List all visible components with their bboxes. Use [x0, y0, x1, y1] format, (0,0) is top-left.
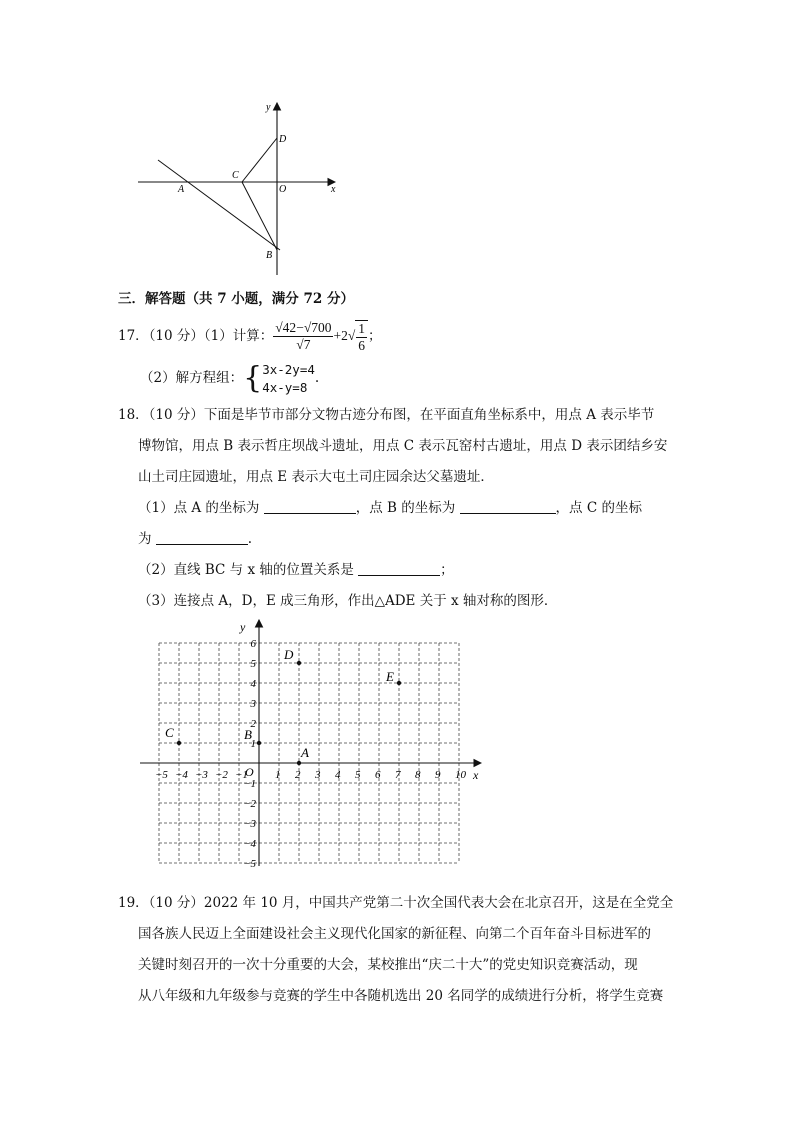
q18-line3: 山土司庄园遗址，用点 E 表示大屯土司庄园余达父墓遗址． — [138, 469, 494, 485]
y-tick-label: −3 — [243, 818, 256, 830]
q17-frac-num: 1 — [358, 320, 366, 336]
q18-part1 — [138, 498, 642, 518]
coordinate-grid — [135, 618, 490, 873]
x-tick-label: 2 — [295, 769, 301, 781]
point-label-b: B — [244, 727, 252, 742]
q19-line1: 19．（10 分）2022 年 10 月，中国共产党第二十次全国代表大会在北京召开，这是在全党全 — [118, 895, 674, 911]
answer-blank-bc[interactable] — [358, 561, 440, 576]
x-tick-label: 7 — [395, 769, 401, 781]
q17-part1-label: （1）计算： — [203, 328, 274, 344]
q18-line2: 博物馆，用点 B 表示哲庄坝战斗遗址，用点 C 表示瓦窑村古遗址，用点 D 表示团结乡安 — [138, 438, 668, 454]
y-tick-label: 2 — [250, 718, 256, 730]
point-e — [397, 681, 401, 685]
y-tick-label: −2 — [243, 798, 256, 810]
q18-p1-d: 为 — [138, 531, 152, 547]
x-tick-label: −5 — [155, 769, 168, 781]
y-tick-label: −1 — [243, 778, 256, 790]
label-o: O — [279, 184, 287, 195]
q19-line3: 关键时刻召开的一次十分重要的大会，某校推出“庆二十大”的党史知识竞赛活动，现 — [138, 957, 638, 973]
grid-y-label: y — [240, 620, 246, 634]
x-tick-label: −1 — [235, 769, 248, 781]
grid-origin: O — [245, 765, 254, 779]
x-tick-label: 3 — [315, 769, 321, 781]
point-label-d: D — [284, 647, 294, 662]
point-c — [177, 741, 181, 745]
label-a: A — [178, 184, 185, 195]
q17-sqrt-sign: √ — [347, 328, 356, 343]
y-tick-label: 6 — [250, 638, 256, 650]
y-tick-label: 1 — [250, 738, 256, 750]
q18-line1: 18．（10 分）下面是毕节市部分文物古迹分布图，在平面直角坐标系中，用点 A 表示毕节 — [118, 407, 655, 423]
x-tick-label: 8 — [415, 769, 421, 781]
answer-blank-a[interactable] — [264, 499, 356, 514]
y-tick-label: 3 — [250, 698, 256, 710]
q17-part2 — [140, 360, 319, 397]
label-b: B — [266, 250, 273, 261]
q17-small-fraction — [355, 320, 368, 354]
label-y: y — [266, 102, 271, 113]
segment-cb — [242, 182, 277, 250]
q17-score: （10 分） — [148, 328, 204, 344]
y-tick-label: −4 — [243, 838, 256, 850]
x-tick-label: 10 — [455, 769, 466, 781]
label-d: D — [279, 134, 287, 145]
x-tick-label: 6 — [375, 769, 381, 781]
q17-num-b: √700 — [303, 320, 332, 335]
q18-p2-end: ； — [440, 562, 454, 578]
x-tick-label: 1 — [275, 769, 281, 781]
label-x: x — [331, 184, 336, 195]
q17-plus-term: +2 — [333, 328, 348, 343]
q17-end1: ； — [368, 328, 382, 344]
q17-num-a: √42 — [275, 320, 297, 335]
q17-fraction — [273, 320, 333, 353]
y-tick-label: 4 — [250, 678, 256, 690]
y-tick-label: 5 — [250, 658, 256, 670]
y-tick-label: −5 — [243, 858, 256, 870]
q18-part2 — [138, 560, 454, 580]
q17-part1 — [118, 318, 382, 354]
x-tick-label: −2 — [215, 769, 228, 781]
q17-number: 17． — [118, 328, 149, 344]
q18-p1-e: . — [247, 531, 253, 547]
point-b — [257, 741, 261, 745]
q18-p2: （2）直线 BC 与 x 轴的位置关系是 — [138, 562, 354, 578]
x-tick-label: 5 — [355, 769, 361, 781]
q17-eq2: 4x-y=8 — [262, 379, 308, 395]
grid-x-label: x — [473, 768, 479, 782]
q18-p1-b: ，点 B 的坐标为 — [355, 500, 456, 516]
x-tick-label: 4 — [335, 769, 341, 781]
point-a — [297, 761, 301, 765]
x-tick-label: −4 — [175, 769, 188, 781]
q18-part1-cont — [138, 529, 252, 549]
geometry-figure — [130, 95, 350, 280]
point-d — [297, 661, 301, 665]
q17-minus: − — [296, 320, 304, 335]
answer-blank-b[interactable] — [460, 499, 556, 514]
brace-icon: { — [243, 360, 263, 396]
q18-p1-c: ，点 C 的坐标 — [555, 500, 642, 516]
q17-part2-label: （2）解方程组： — [140, 370, 244, 386]
q17-frac-den: 6 — [358, 337, 366, 353]
segment-cd — [242, 138, 277, 182]
answer-blank-c[interactable] — [156, 530, 248, 545]
point-label-e: E — [386, 669, 394, 684]
q18-part3: （3）连接点 A，D，E 成三角形，作出△ADE 关于 x 轴对称的图形． — [138, 593, 558, 609]
point-label-c: C — [165, 725, 174, 740]
x-tick-label: −3 — [195, 769, 208, 781]
q18-p1-a: （1）点 A 的坐标为 — [138, 500, 260, 516]
equation-system — [262, 361, 315, 397]
q17-eq1: 3x-2y=4 — [262, 361, 315, 377]
line-ab — [158, 160, 280, 250]
section-title: 三．解答题（共 7 小题，满分 72 分） — [118, 291, 354, 307]
q19-line2: 国各族人民迈上全面建设社会主义现代化国家的新征程、向第二个百年奋斗目标进军的 — [138, 926, 651, 942]
label-c: C — [232, 170, 239, 181]
q17-den: √7 — [296, 337, 311, 352]
q17-end2: . — [314, 370, 320, 386]
q19-line4: 从八年级和九年级参与竞赛的学生中各随机选出 20 名同学的成绩进行分析，将学生竞赛 — [138, 988, 664, 1004]
x-tick-label: 9 — [435, 769, 441, 781]
point-label-a: A — [301, 745, 309, 760]
